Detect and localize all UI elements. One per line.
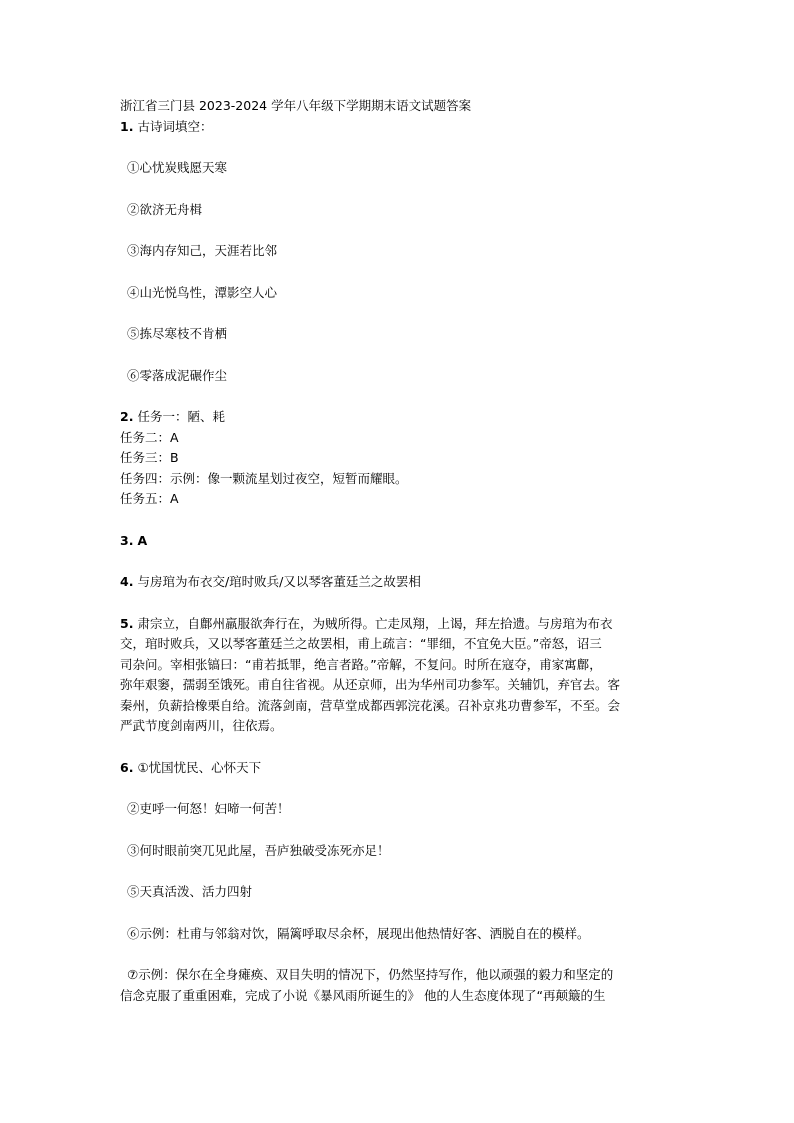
answer-item-continued: 信念克服了重重困难，完成了小说《暴风雨所诞生的》 他的人生态度体现了“再颠簸的生 bbox=[120, 987, 606, 1003]
translation-line: 弥年艰窭，孺弱至饿死。甫自往省视。从还京师，出为华州司功参军。关辅饥，弃官去。客 bbox=[120, 677, 621, 692]
answer-item: ②欲济无舟楫 bbox=[127, 201, 203, 217]
translation-line: 秦州，负薪拾橡栗自给。流落剑南，营草堂成都西郭浣花溪。召补京兆功曹参军，不至。会 bbox=[120, 697, 621, 713]
answer-item: ①心忧炭贱愿天寒 bbox=[127, 160, 228, 175]
document-page bbox=[120, 96, 680, 1006]
question-number: 4. bbox=[120, 574, 134, 589]
answer-text: 与房琯为布衣交/琯时败兵/又以琴客董廷兰之故罢相 bbox=[137, 574, 421, 589]
question-3-line bbox=[120, 531, 680, 552]
answer-item: ②吏呼一何怒！妇啼一何苦！ bbox=[127, 801, 290, 816]
answer-item: ⑤天真活泼、活力四射 bbox=[127, 884, 253, 899]
question-number: 6. bbox=[120, 759, 134, 775]
answer-item: ⑤拣尽寒枝不肯栖 bbox=[127, 326, 228, 341]
answer-item: ④山光悦鸟性，潭影空人心 bbox=[127, 284, 278, 300]
question-number: 3. bbox=[120, 532, 134, 548]
answer-item: ③何时眼前突兀见此屋，吾庐独破受冻死亦足！ bbox=[127, 842, 390, 858]
answer-item: ⑦示例：保尔在全身瘫痪、双目失明的情况下，仍然坚持写作，他以顽强的毅力和坚定的 bbox=[127, 967, 614, 982]
answer-line: 任务二：A bbox=[120, 429, 179, 445]
question-5-line bbox=[120, 614, 680, 635]
question-4-line bbox=[120, 572, 680, 593]
question-6-line bbox=[120, 758, 680, 779]
answer-text: A bbox=[137, 532, 148, 548]
answer-text: 任务一：陋、耗 bbox=[137, 409, 225, 424]
document-title: 浙江省三门县 2023-2024 学年八年级下学期期末语文试题答案 bbox=[120, 98, 472, 113]
question-number: 5. bbox=[120, 615, 134, 631]
question-number: 2. bbox=[120, 409, 134, 424]
translation-line: 司杂问。宰相张镐曰：“甫若抵罪，绝言者路。”帝解，不复问。时所在寇夺，甫家寓鄜， bbox=[120, 656, 602, 672]
question-2-line bbox=[120, 407, 680, 428]
question-number: 1. bbox=[120, 118, 134, 134]
answer-line: 任务五：A bbox=[120, 491, 179, 506]
answer-line: 任务三：B bbox=[120, 450, 179, 465]
answer-item: ③海内存知己，天涯若比邻 bbox=[127, 243, 278, 258]
translation-line: 肃宗立，自鄜州羸服欲奔行在，为贼所得。亡走凤翔，上谒，拜左拾遗。与房琯为布衣 bbox=[137, 615, 613, 631]
question-heading-text: 古诗词填空： bbox=[137, 118, 213, 134]
answer-text: ①忧国忧民、心怀天下 bbox=[137, 759, 262, 775]
answer-item: ⑥零落成泥碾作尘 bbox=[127, 367, 228, 383]
translation-line: 严武节度剑南两川，往依焉。 bbox=[120, 718, 283, 733]
answer-item: ⑥示例：杜甫与邻翁对饮，隔篱呼取尽余杯，展现出他热情好客、洒脱自在的模样。 bbox=[127, 925, 590, 941]
question-1-heading bbox=[120, 117, 680, 138]
answer-line: 任务四：示例：像一颗流星划过夜空，短暂而耀眼。 bbox=[120, 470, 408, 486]
translation-line: 交，琯时败兵，又以琴客董廷兰之故罢相，甫上疏言：“罪细，不宜免大臣。”帝怒，诏三 bbox=[120, 636, 602, 651]
